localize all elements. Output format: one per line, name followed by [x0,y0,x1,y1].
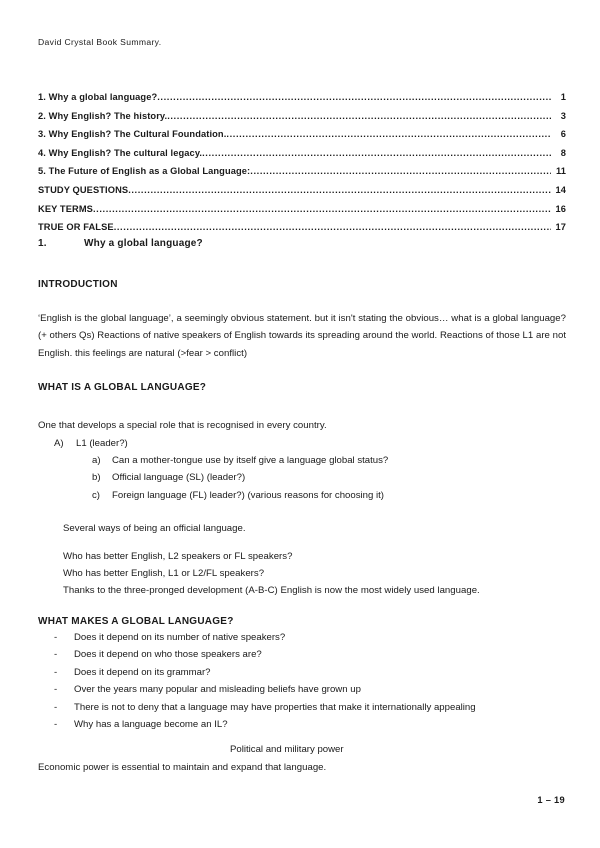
toc-dot-leader [167,112,551,125]
toc-entry-label: 1. Why a global language? [38,92,158,102]
toc-entry-label: 2. Why English? The history. [38,110,168,121]
toc-entry[interactable] [38,181,566,200]
introduction-paragraph: ‘English is the global language’, a seemingly obvious statement. but it isn't stating the obvious… what is a global language? (+ others Qs) Reactions of native speakers of English towards its spreading around the world. Reactions of those L1 are not English. this feelings are natural (>fear > conflict) [38,313,566,359]
political-military-power-line: Political and military power [230,744,344,756]
toc-entry-label: TRUE OR FALSE [38,222,114,233]
list-item-text: Can a mother-tongue use by itself give a language global status? [112,455,389,467]
bullet-text: Why has a language become an IL? [74,718,228,730]
economic-power-line: Economic power is essential to maintain and expand that language. [38,761,327,773]
toc-entry[interactable] [38,218,566,237]
toc-entry-page: 17 [555,222,566,233]
bullet-item [54,681,566,698]
toc-entry-page: 3 [560,110,566,121]
bullet-item [54,629,566,646]
toc-entry-page: 16 [555,203,566,214]
dash-bullet-icon: - [54,684,58,696]
document-body [38,236,566,776]
what-is-global-language-heading: WHAT IS A GLOBAL LANGUAGE? [38,382,207,394]
dash-bullet-icon: - [54,718,58,730]
toc-entry-page: 8 [560,147,566,158]
official-language-note-block [63,520,566,600]
page-indicator: 1 – 19 [537,795,565,805]
list-marker: A) [54,437,64,449]
question-line: Who has better English, L1 or L2/FL speakers? [63,568,265,580]
what-makes-global-language-heading: WHAT MAKES A GLOBAL LANGUAGE? [38,615,234,627]
toc-entry[interactable] [38,162,566,181]
toc-entry-page: 1 [560,92,566,102]
introduction-heading: INTRODUCTION [38,279,118,290]
toc-entry-label: 3. Why English? The Cultural Foundation. [38,129,227,140]
list-item-level2 [92,469,566,486]
list-marker: b) [92,472,101,484]
bullet-item [54,664,566,681]
list-item-text: L1 (leader?) [76,437,128,449]
what-is-conclusion: Thanks to the three-pronged development (A-B-C) English is now the most widely used language. [63,585,480,597]
toc-entry[interactable] [38,200,566,219]
dash-bullet-icon: - [54,666,58,678]
bullet-text: There is not to deny that a language may have properties that make it internationally appealing [74,701,476,713]
toc-entry[interactable] [38,144,566,163]
section-heading [38,236,566,251]
list-item-level2 [92,487,566,504]
toc-entry-label: 4. Why English? The cultural legacy. [38,147,203,158]
bullet-item [54,646,566,663]
table-of-contents [38,88,566,237]
section-title: Why a global language? [84,238,203,249]
toc-entry-page: 14 [555,184,566,195]
toc-entry-page: 6 [560,129,566,140]
list-item-level1 [54,435,566,452]
question-line: Who has better English, L2 speakers or FL speakers? [63,550,293,562]
toc-dot-leader [93,205,551,218]
toc-entry-page: 11 [555,166,566,177]
document-header-title: David Crystal Book Summary. [38,37,162,47]
toc-entry-label: STUDY QUESTIONS [38,184,129,195]
toc-entry[interactable] [38,107,566,126]
list-marker: c) [92,489,100,501]
dash-bullet-icon: - [54,631,58,643]
bullet-text: Does it depend on its number of native speakers? [74,631,286,643]
toc-entry[interactable] [38,88,566,107]
bullet-item [54,716,566,733]
toc-entry-label: 5. The Future of English as a Global Language: [38,166,251,177]
section-number: 1. [38,238,47,249]
bullet-text: Over the years many popular and misleading beliefs have grown up [74,684,361,696]
toc-entry[interactable] [38,125,566,144]
dash-bullet-icon: - [54,649,58,661]
what-is-lead-text: One that develops a special role that is recognised in every country. [38,420,327,432]
dash-bullet-icon: - [54,701,58,713]
toc-dot-leader [114,224,551,237]
list-item-text: Official language (SL) (leader?) [112,472,246,484]
bullet-item [54,699,566,716]
toc-dot-leader [226,131,551,144]
bullet-text: Does it depend on who those speakers are? [74,649,262,661]
toc-dot-leader [250,168,551,181]
toc-dot-leader [157,94,551,107]
list-marker: a) [92,455,101,467]
toc-entry-label: KEY TERMS [38,203,93,214]
list-item-level2 [92,452,566,469]
bullet-text: Does it depend on its grammar? [74,666,211,678]
official-language-note: Several ways of being an official language. [63,523,246,535]
toc-dot-leader [128,187,551,200]
list-item-text: Foreign language (FL) leader?) (various reasons for choosing it) [112,489,384,501]
toc-dot-leader [202,149,551,162]
